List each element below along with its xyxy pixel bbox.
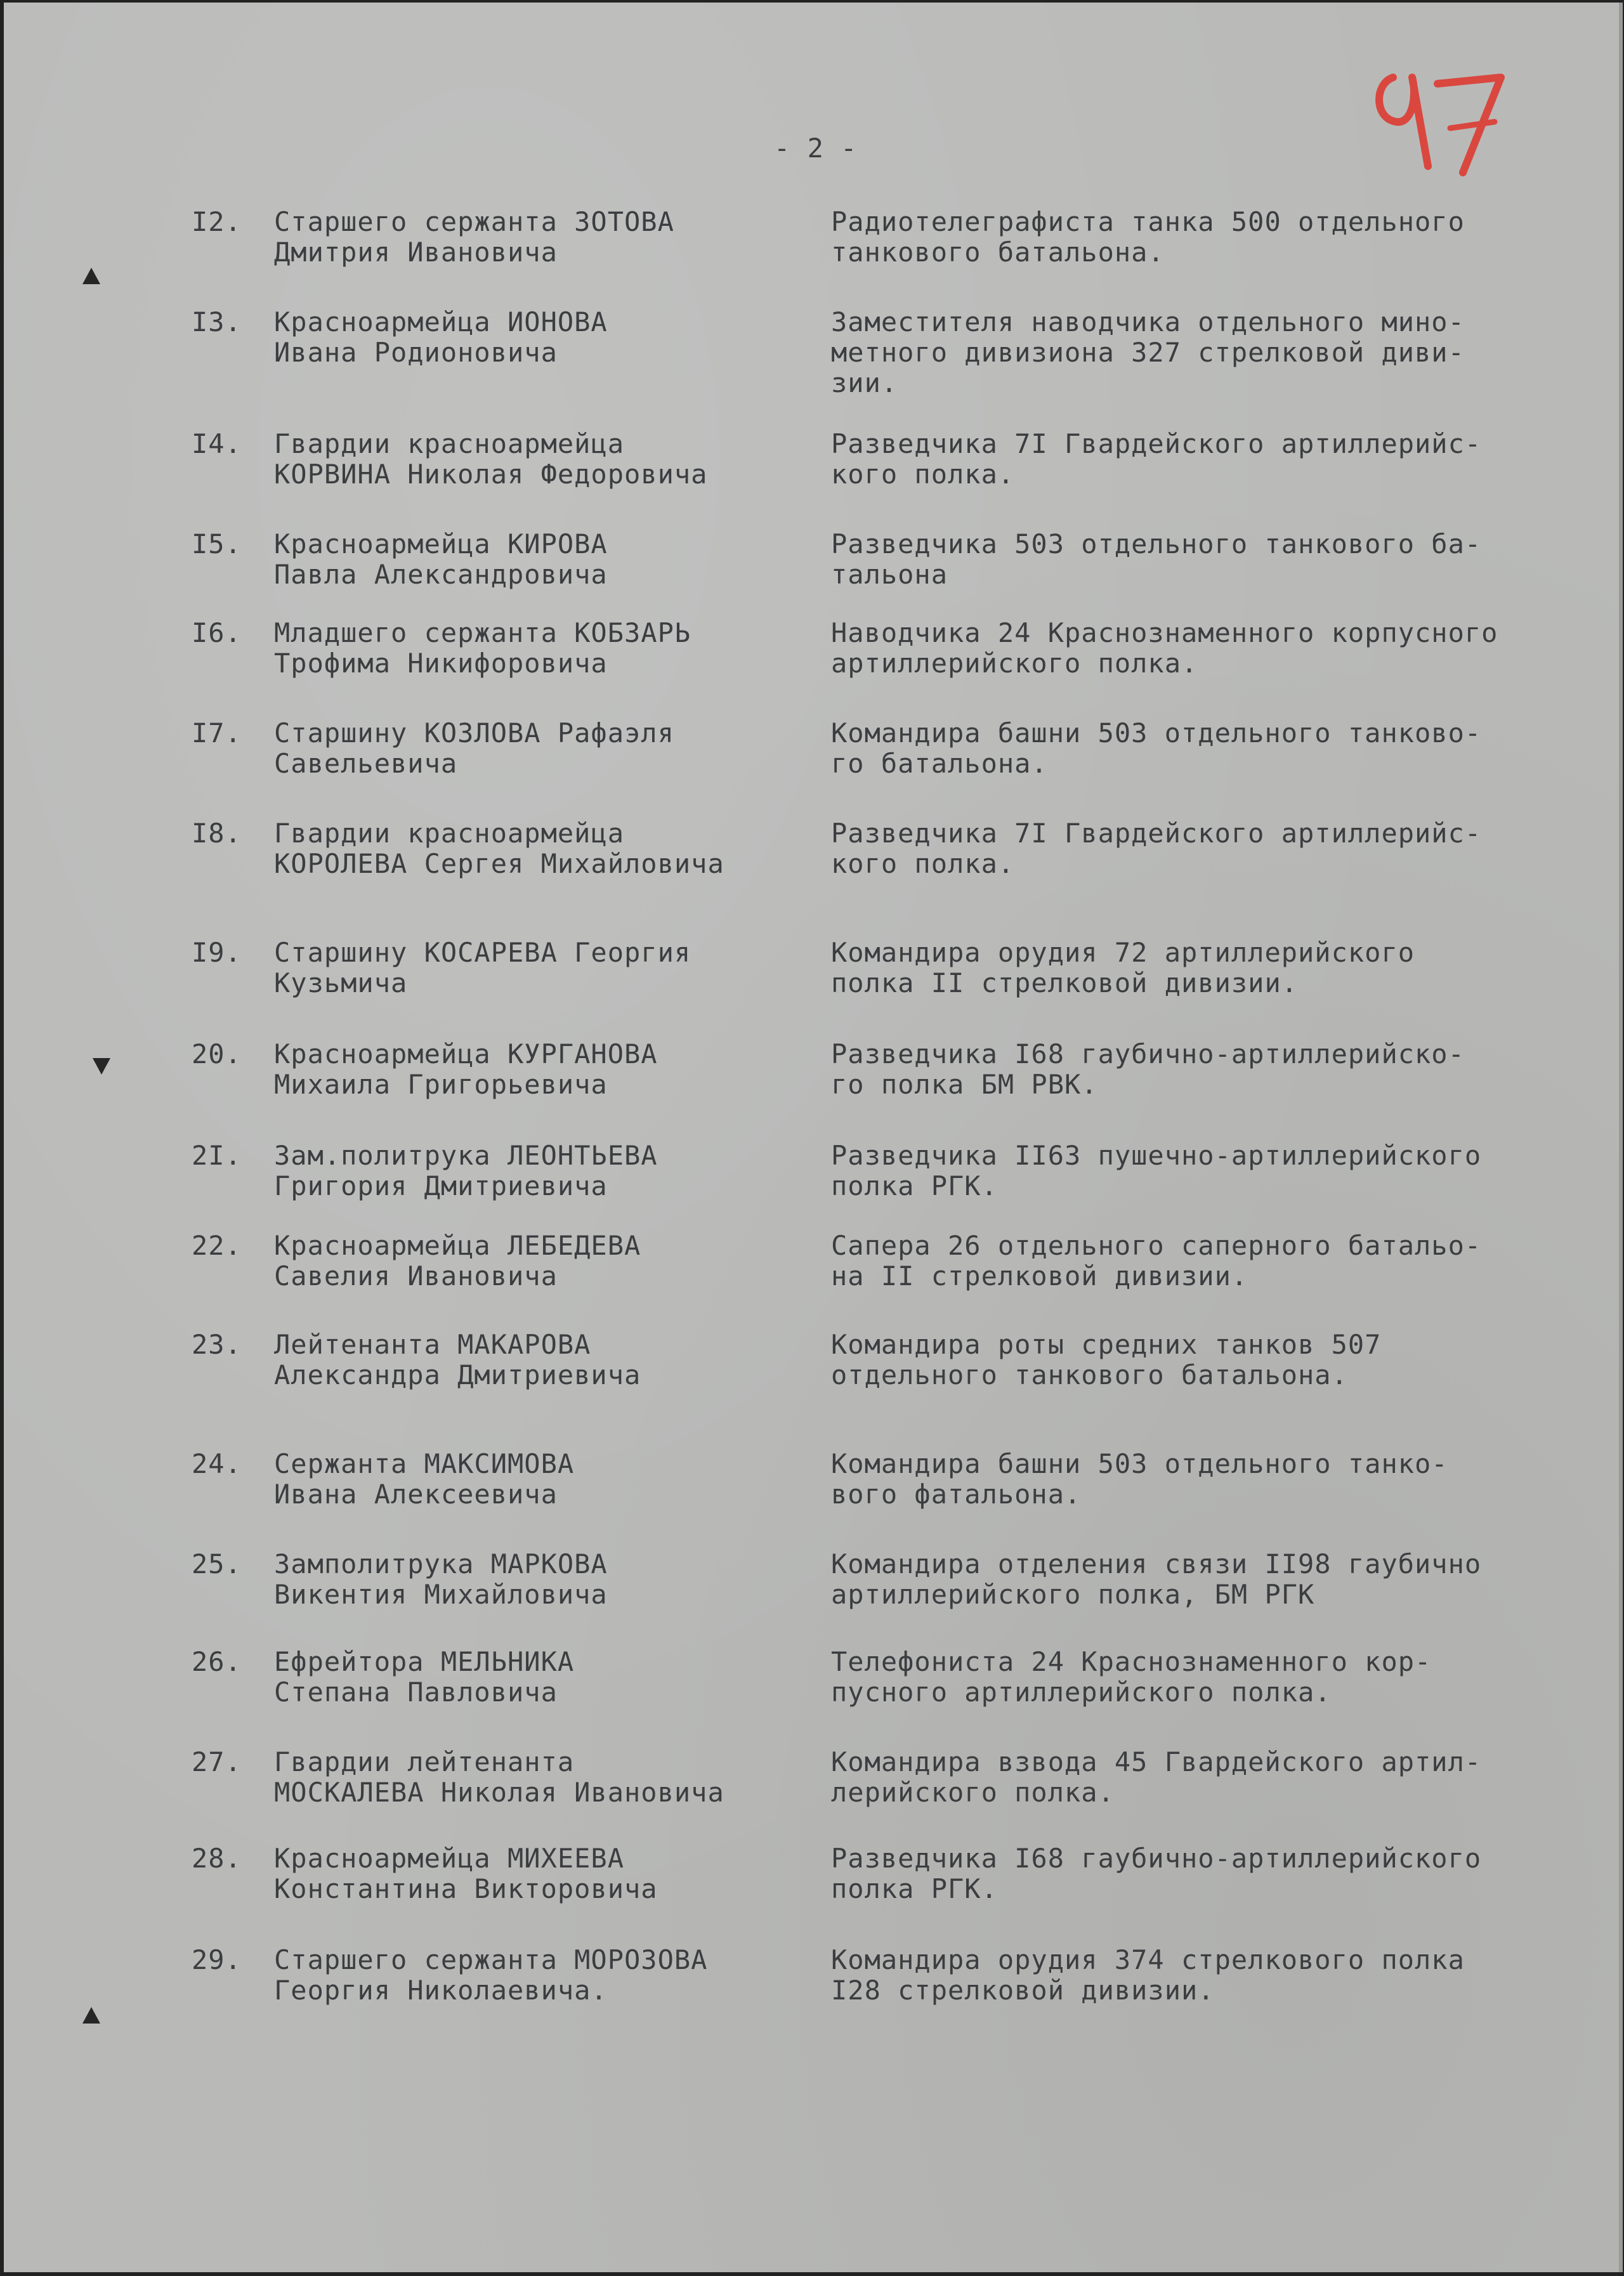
recipient-name-line: Красноармейца ЛЕБЕДЕВА — [274, 1230, 641, 1261]
page-number: - 2 - — [774, 133, 858, 164]
recipient-position-line: Командира отделения связи II98 гаубично — [831, 1548, 1482, 1579]
recipient-name-line: Ивана Родионовича — [274, 337, 558, 368]
recipient-position — [831, 1647, 1431, 1708]
recipient-position-line: зии. — [831, 367, 898, 398]
recipient-name-line: Зам.политрука ЛЕОНТЬЕВА — [274, 1140, 658, 1171]
recipient-position — [831, 1231, 1481, 1292]
recipient-name-line: Младшего сержанта КОБЗАРЬ — [274, 617, 691, 648]
recipient-position-line: I28 стрелковой дивизии. — [831, 1975, 1215, 2006]
recipient-name-line: Старшину КОЗЛОВА Рафаэля — [274, 717, 674, 749]
recipient-name-line: Павла Александровича — [274, 559, 608, 590]
entry-number: I9. — [192, 937, 242, 968]
recipient-position-line: артиллерийского полка. — [831, 648, 1198, 679]
recipient-position-line: Разведчика 503 отдельного танкового ба- — [831, 528, 1482, 559]
recipient-name — [274, 1449, 574, 1510]
recipient-name — [274, 207, 674, 268]
recipient-position-line: вого фатальона. — [831, 1479, 1082, 1510]
recipient-position-line: Разведчика 7I Гвардейского артиллерийс- — [831, 818, 1482, 849]
recipient-position-line: Командира взвода 45 Гвардейского артил- — [831, 1746, 1482, 1777]
recipient-position-line: Разведчика I68 гаубично-артиллерийского — [831, 1843, 1482, 1874]
recipient-position — [831, 1039, 1465, 1100]
recipient-position — [831, 718, 1481, 779]
recipient-position-line: метного дивизиона 327 стрелковой диви- — [831, 337, 1465, 368]
entry-number: 26. — [192, 1646, 242, 1677]
recipient-name-line: Сержанта МАКСИМОВА — [274, 1448, 575, 1479]
entry-number: 24. — [192, 1448, 242, 1479]
recipient-name-line: Георгия Николаевича. — [274, 1975, 608, 2006]
recipient-position-line: пусного артиллерийского полка. — [831, 1677, 1332, 1708]
recipient-position-line: Телефониста 24 Краснознаменного кор- — [831, 1646, 1432, 1677]
entry-number: I5. — [192, 528, 242, 559]
recipient-position-line: полка РГК. — [831, 1873, 998, 1904]
recipient-name-line: Трофима Никифоровича — [274, 648, 608, 679]
entry-number: I4. — [192, 428, 242, 459]
entry-number: 29. — [192, 1944, 242, 1975]
recipient-position-line: го полка БМ РВК. — [831, 1069, 1098, 1100]
recipient-name — [274, 938, 691, 998]
recipient-name-line: Гвардии красноармейца — [274, 428, 625, 459]
recipient-name — [274, 1039, 658, 1100]
recipient-position-line: артиллерийского полка, БМ РГК — [831, 1579, 1315, 1610]
recipient-position — [831, 1449, 1448, 1510]
recipient-name-line: Старшего сержанта ЗОТОВА — [274, 206, 674, 237]
recipient-name-line: Гвардии красноармейца — [274, 818, 625, 849]
entry-number: 23. — [192, 1329, 242, 1360]
entry-number: I6. — [192, 617, 242, 648]
recipient-name — [274, 1945, 707, 2006]
recipient-name — [274, 1549, 608, 1610]
recipient-position — [831, 307, 1465, 398]
recipient-position — [831, 1945, 1465, 2006]
recipient-name-line: Старшего сержанта МОРОЗОВА — [274, 1944, 708, 1975]
recipient-name-line: Красноармейца ИОНОВА — [274, 306, 608, 337]
recipient-position-line: Заместителя наводчика отдельного мино- — [831, 306, 1465, 337]
entry-number: 22. — [192, 1230, 242, 1261]
recipient-name-line: Константина Викторовича — [274, 1873, 658, 1904]
recipient-position-line: Командира башни 503 отдельного танково- — [831, 717, 1482, 749]
recipient-name-line: КОРОЛЕВА Сергея Михайловича — [274, 848, 724, 879]
recipient-name — [274, 718, 674, 779]
recipient-position — [831, 1747, 1481, 1808]
recipient-position — [831, 429, 1481, 490]
recipient-name-line: Красноармейца КУРГАНОВА — [274, 1038, 658, 1069]
recipient-name — [274, 1330, 641, 1390]
recipient-position — [831, 207, 1465, 268]
recipient-name-line: Лейтенанта МАКАРОВА — [274, 1329, 591, 1360]
recipient-name — [274, 618, 691, 679]
recipient-name-line: Ивана Алексеевича — [274, 1479, 558, 1510]
recipient-position — [831, 938, 1415, 998]
recipient-name-line: КОРВИНА Николая Федоровича — [274, 459, 708, 490]
recipient-position-line: на II стрелковой дивизии. — [831, 1260, 1248, 1292]
entry-number: 28. — [192, 1843, 242, 1874]
recipient-name-line: Александра Дмитриевича — [274, 1359, 641, 1390]
recipient-position — [831, 529, 1481, 590]
recipient-position — [831, 618, 1498, 679]
recipient-position — [831, 1843, 1481, 1904]
recipient-position — [831, 818, 1481, 879]
binding-hole-bottom — [82, 2007, 100, 2024]
recipient-name-line: Степана Павловича — [274, 1677, 558, 1708]
recipient-position-line: Радиотелеграфиста танка 500 отдельного — [831, 206, 1465, 237]
recipient-position-line: Командира башни 503 отдельного танко- — [831, 1448, 1448, 1479]
recipient-name-line: Савельевича — [274, 748, 458, 779]
recipient-position-line: Сапера 26 отдельного саперного батальо- — [831, 1230, 1482, 1261]
recipient-name-line: Дмитрия Ивановича — [274, 237, 558, 268]
recipient-position-line: кого полка. — [831, 848, 1015, 879]
recipient-name-line: Старшину КОСАРЕВА Георгия — [274, 937, 691, 968]
recipient-name-line: Викентия Михайловича — [274, 1579, 608, 1610]
entry-number: 25. — [192, 1548, 242, 1579]
recipient-name-line: Красноармейца МИХЕЕВА — [274, 1843, 625, 1874]
recipient-name — [274, 307, 608, 368]
entry-number: I7. — [192, 717, 242, 749]
recipient-position-line: Разведчика 7I Гвардейского артиллерийс- — [831, 428, 1482, 459]
entry-number: I3. — [192, 306, 242, 337]
binding-hole-top — [82, 268, 100, 284]
recipient-name-line: МОСКАЛЕВА Николая Ивановича — [274, 1777, 724, 1808]
recipient-position-line: го батальона. — [831, 748, 1048, 779]
recipient-name-line: Савелия Ивановича — [274, 1260, 558, 1292]
recipient-position-line: Командира орудия 374 стрелкового полка — [831, 1944, 1465, 1975]
recipient-name — [274, 429, 707, 490]
recipient-position-line: полка II стрелковой дивизии. — [831, 967, 1299, 998]
binding-hole-middle — [93, 1058, 110, 1075]
recipient-position-line: тальона — [831, 559, 948, 590]
entry-number: 27. — [192, 1746, 242, 1777]
recipient-name-line: Михаила Григорьевича — [274, 1069, 608, 1100]
recipient-position — [831, 1141, 1481, 1201]
folio-number-handwritten — [1368, 58, 1533, 179]
recipient-position-line: Командира орудия 72 артиллерийского — [831, 937, 1415, 968]
recipient-name — [274, 529, 608, 590]
entry-number: I2. — [192, 206, 242, 237]
recipient-name — [274, 1647, 574, 1708]
recipient-position — [831, 1330, 1381, 1390]
recipient-position-line: Наводчика 24 Краснознаменного корпусного — [831, 617, 1498, 648]
recipient-position-line: полка РГК. — [831, 1170, 998, 1201]
recipient-name-line: Красноармейца КИРОВА — [274, 528, 608, 559]
recipient-position-line: кого полка. — [831, 459, 1015, 490]
recipient-position-line: Разведчика II63 пушечно-артиллерийского — [831, 1140, 1482, 1171]
recipient-name-line: Кузьмича — [274, 967, 408, 998]
recipient-name — [274, 1843, 658, 1904]
recipient-name — [274, 1141, 658, 1201]
recipient-name-line: Гвардии лейтенанта — [274, 1746, 575, 1777]
entry-number: I8. — [192, 818, 242, 849]
recipient-name-line: Ефрейтора МЕЛЬНИКА — [274, 1646, 575, 1677]
recipient-position — [831, 1549, 1481, 1610]
document-page — [4, 3, 1623, 2272]
recipient-position-line: отдельного танкового батальона. — [831, 1359, 1348, 1390]
recipient-name — [274, 1747, 724, 1808]
recipient-position-line: Разведчика I68 гаубично-артиллерийско- — [831, 1038, 1465, 1069]
recipient-name-line: Замполитрука МАРКОВА — [274, 1548, 608, 1579]
recipient-position-line: Командира роты средних танков 507 — [831, 1329, 1382, 1360]
recipient-name — [274, 818, 724, 879]
recipient-name-line: Григория Дмитриевича — [274, 1170, 608, 1201]
recipient-position-line: лерийского полка. — [831, 1777, 1115, 1808]
recipient-name — [274, 1231, 641, 1292]
recipient-position-line: танкового батальона. — [831, 237, 1165, 268]
entry-number: 2I. — [192, 1140, 242, 1171]
entry-number: 20. — [192, 1038, 242, 1069]
